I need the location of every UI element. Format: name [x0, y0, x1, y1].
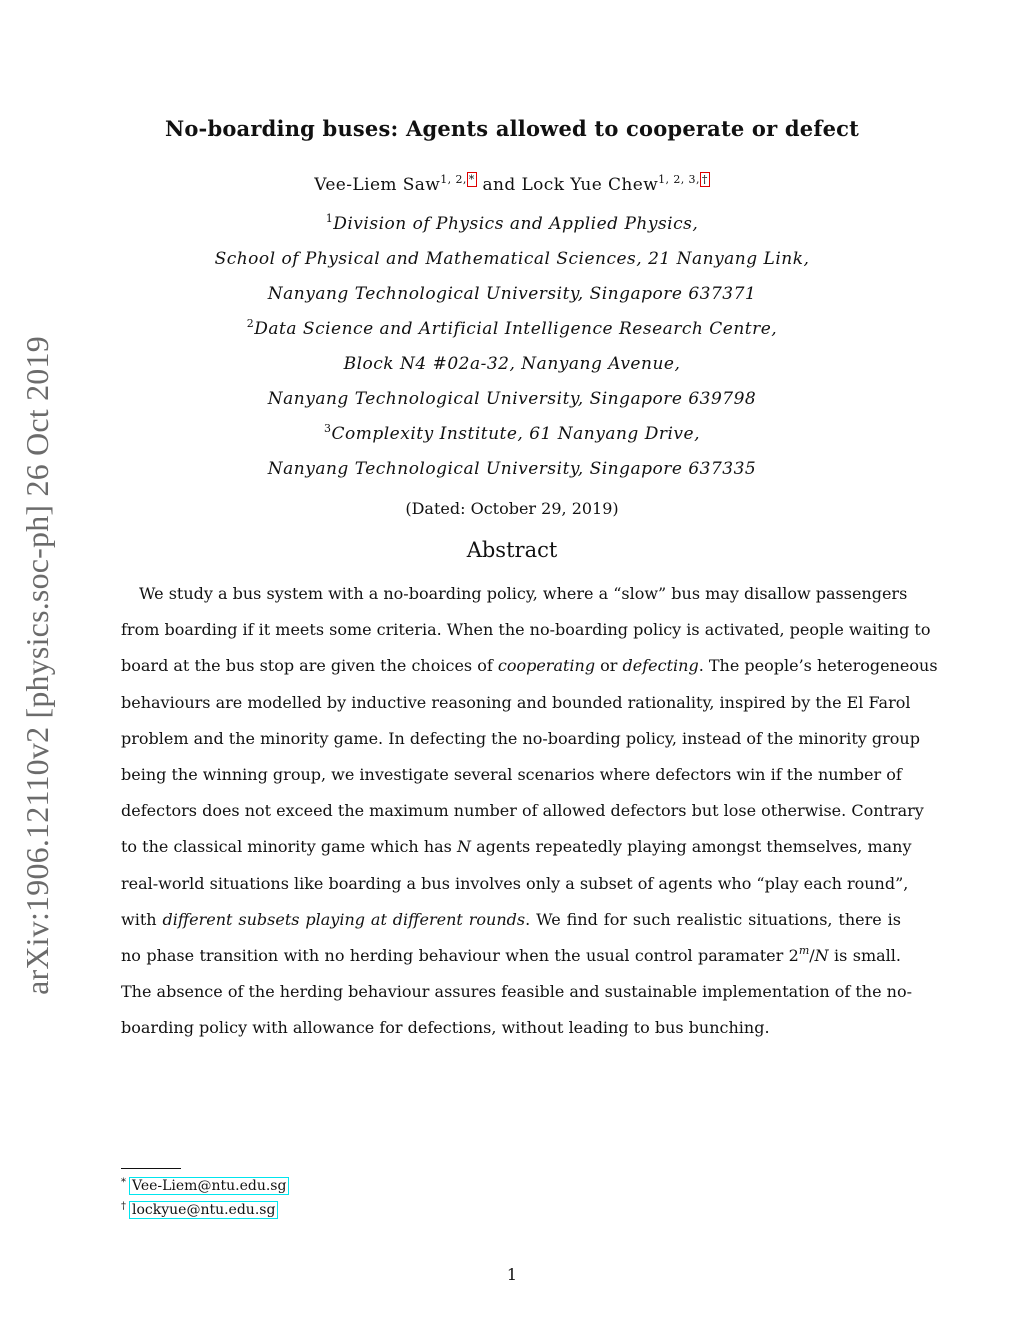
page-number: 1 [506, 1265, 518, 1284]
date-line: (Dated: October 29, 2019) [405, 499, 619, 518]
arxiv-identifier: arXiv:1906.12110v2 [physics.soc-ph] 26 Oct 2019 [18, 336, 55, 995]
abstract-heading: Abstract [466, 538, 558, 562]
footnote-2-mark: † [121, 1201, 126, 1212]
affiliation-line: School of Physical and Mathematical Sciences, 21 Nanyang Link, [214, 249, 810, 269]
footnote-divider [121, 1168, 181, 1169]
abstract-line: board at the bus stop are given the choices of cooperating or defecting. The people’s heterogeneous [121, 656, 938, 676]
footnote-1-mark: * [121, 1177, 126, 1188]
author-1-name: Vee-Liem Saw [314, 175, 441, 195]
author-2-footnote-link[interactable]: † [701, 173, 708, 186]
author-1-affiliations: 1, 2, * [440, 173, 475, 186]
footnote-2 [121, 1202, 278, 1218]
author-line [0, 174, 1024, 195]
abstract-line: problem and the minority game. In defecting the no-boarding policy, instead of the minority group [121, 728, 920, 748]
abstract-line: We study a bus system with a no-boarding policy, where a “slow” bus may disallow passengers [139, 584, 908, 603]
email-link-1[interactable]: Vee-Liem@ntu.edu.sg [129, 1177, 289, 1195]
affiliation-line: Nanyang Technological University, Singapore 639798 [267, 389, 757, 409]
abstract-line: no phase transition with no herding behaviour when the usual control paramater 2$^m$/N is small. [121, 943, 901, 965]
footnote-1 [121, 1178, 289, 1194]
author-conjunction: and [482, 175, 516, 195]
affiliation-line: $^1$Division of Physics and Applied Physics, [325, 212, 699, 234]
abstract-body [121, 576, 938, 1046]
abstract-line: The absence of the herding behaviour assures feasible and sustainable implementation of the no- [121, 982, 913, 1002]
abstract-line: boarding policy with allowance for defections, without leading to bus bunching. [121, 1018, 770, 1038]
abstract-line: defectors does not exceed the maximum number of allowed defectors but lose otherwise. Contrary [121, 801, 924, 821]
affiliation-line: Nanyang Technological University, Singapore 637371 [267, 284, 757, 304]
abstract-line: to the classical minority game which has N agents repeatedly playing amongst themselves, many [121, 837, 912, 857]
author-2-affiliations: 1, 2, 3, † [658, 173, 708, 186]
affiliation-line: $^3$Complexity Institute, 61 Nanyang Drive, [324, 422, 700, 444]
affiliation-line: Nanyang Technological University, Singapore 637335 [267, 459, 757, 479]
paper-title: No-boarding buses: Agents allowed to cooperate or defect [164, 116, 860, 141]
abstract-line: real-world situations like boarding a bus involves only a subset of agents who “play each round”, [121, 873, 909, 893]
author-1-footnote-link[interactable]: * [468, 173, 475, 186]
arxiv-sidebar-stamp [13, 318, 61, 1013]
abstract-line: with different subsets playing at different rounds. We find for such realistic situations, there is [121, 909, 901, 929]
email-link-2[interactable]: lockyue@ntu.edu.sg [129, 1201, 278, 1219]
affiliation-line: Block N4 #02a-32, Nanyang Avenue, [343, 354, 681, 374]
abstract-line: behaviours are modelled by inductive reasoning and bounded rationality, inspired by the El Farol [121, 692, 911, 712]
abstract-line: from boarding if it meets some criteria. When the no-boarding policy is activated, people waiting to [121, 620, 931, 640]
affiliation-line: $^2$Data Science and Artificial Intelligence Research Centre, [246, 317, 778, 339]
author-2-name: Lock Yue Chew [521, 175, 659, 195]
abstract-line: being the winning group, we investigate several scenarios where defectors win if the number of [121, 764, 902, 784]
